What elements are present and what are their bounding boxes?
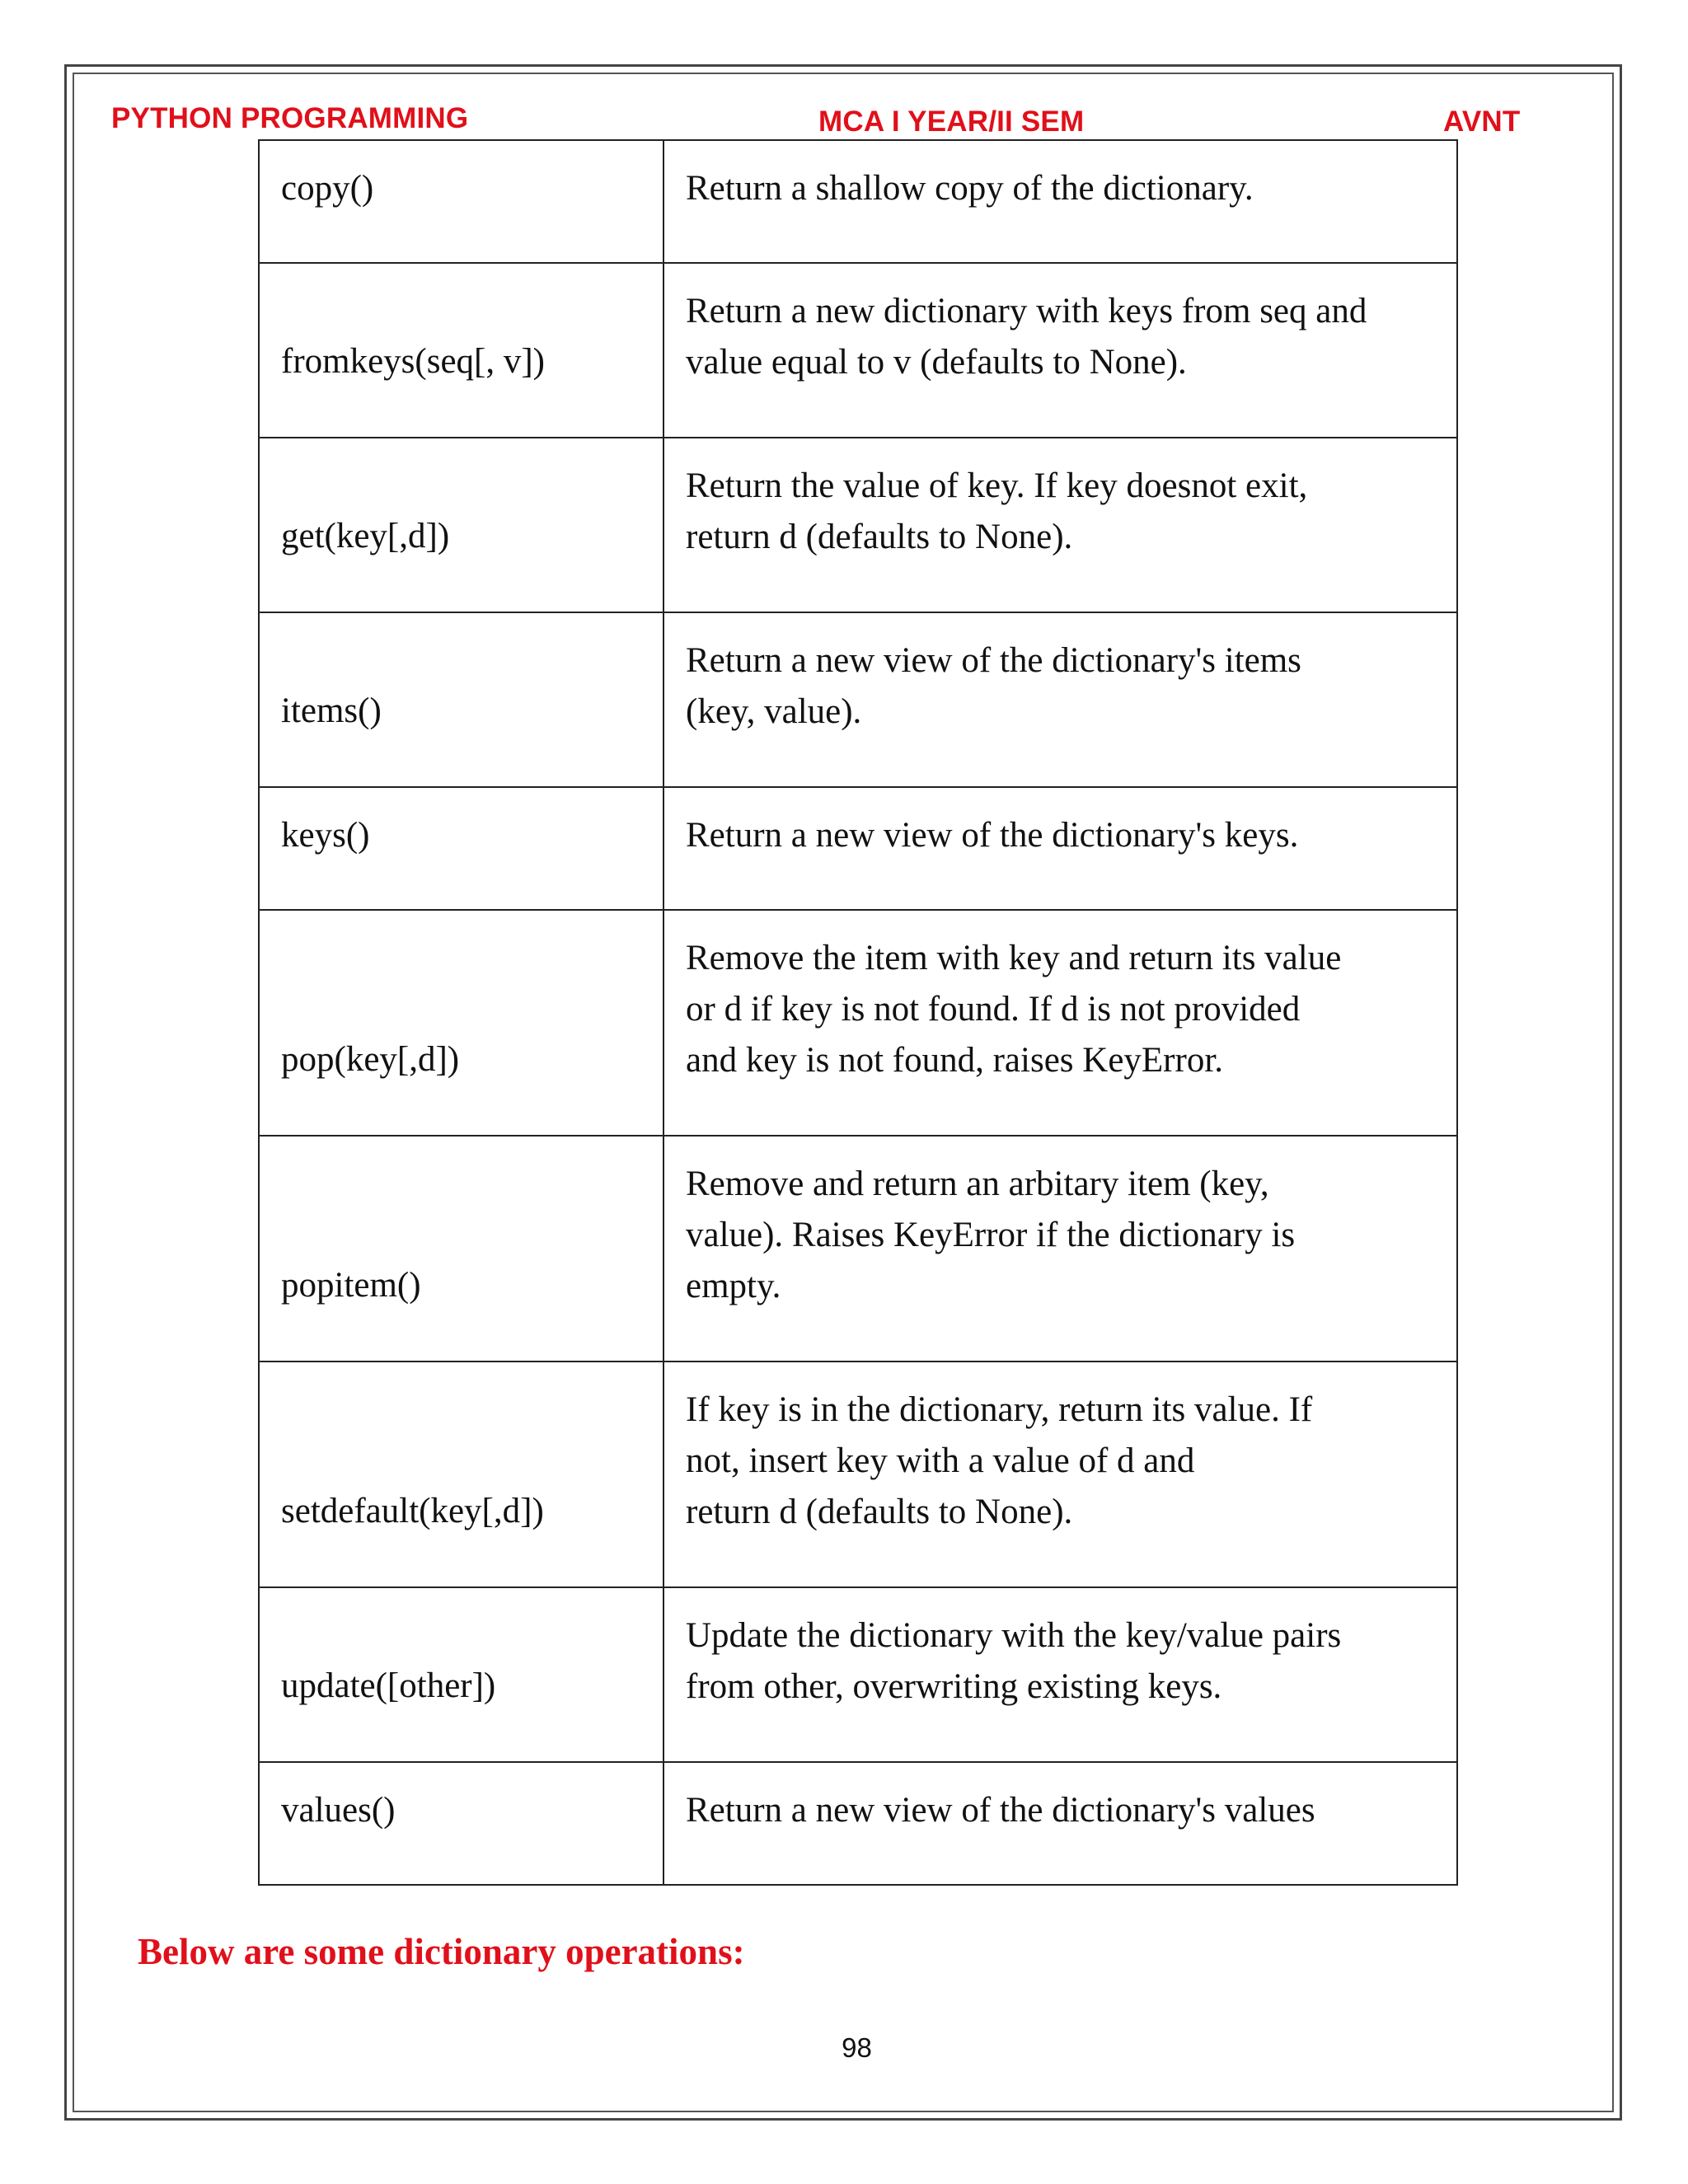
method-description-cell: [663, 910, 1457, 1136]
method-description-cell: [663, 1762, 1457, 1885]
method-description-cell: [663, 612, 1457, 787]
method-name-cell: values(): [259, 1762, 663, 1885]
method-name-cell: keys(): [259, 787, 663, 910]
description-line: and key is not found, raises KeyError.: [686, 1041, 1224, 1080]
description-line: Return a shallow copy of the dictionary.: [686, 169, 1254, 208]
description-line: Return a new view of the dictionary's keys.: [686, 816, 1299, 855]
description-line: value). Raises KeyError if the dictionary is: [686, 1216, 1296, 1254]
header-course-title: PYTHON PROGRAMMING: [111, 102, 469, 134]
dictionary-methods-table: [258, 139, 1458, 1886]
table-row: [259, 263, 1457, 438]
table-row: [259, 1762, 1457, 1885]
description-line: Return the value of key. If key doesnot exit,: [686, 466, 1308, 505]
description-line: Remove and return an arbitary item (key,: [686, 1165, 1269, 1203]
table-row: [259, 438, 1457, 612]
description-line: (key, value).: [686, 692, 862, 731]
description-line: return d (defaults to None).: [686, 1493, 1073, 1531]
method-description-cell: [663, 140, 1457, 263]
table-row: [259, 140, 1457, 263]
description-line: Return a new dictionary with keys from seq and: [686, 292, 1367, 330]
description-line: value equal to v (defaults to None).: [686, 343, 1187, 382]
table-row: [259, 612, 1457, 787]
method-name-cell: copy(): [259, 140, 663, 263]
description-line: Remove the item with key and return its value: [686, 939, 1342, 977]
method-description-cell: [663, 787, 1457, 910]
method-description-cell: [663, 1587, 1457, 1762]
description-line: If key is in the dictionary, return its value. If: [686, 1390, 1313, 1429]
method-name-cell: popitem(): [259, 1136, 663, 1361]
header-year-semester: MCA I YEAR/II SEM: [818, 105, 1085, 138]
header-institution: AVNT: [1443, 105, 1521, 138]
description-line: or d if key is not found. If d is not provided: [686, 990, 1301, 1029]
method-name-cell: get(key[,d]): [259, 438, 663, 612]
section-heading: Below are some dictionary operations:: [138, 1931, 745, 1972]
method-description-cell: [663, 1136, 1457, 1361]
description-line: return d (defaults to None).: [686, 518, 1073, 556]
method-description-cell: [663, 438, 1457, 612]
table-row: [259, 1587, 1457, 1762]
description-line: not, insert key with a value of d and: [686, 1441, 1195, 1480]
description-line: empty.: [686, 1267, 781, 1305]
method-description-cell: [663, 1361, 1457, 1587]
table-row: [259, 787, 1457, 910]
description-line: Return a new view of the dictionary's items: [686, 641, 1301, 680]
method-name-cell: pop(key[,d]): [259, 910, 663, 1136]
table-row: [259, 910, 1457, 1136]
page-number: 98: [842, 2032, 872, 2063]
description-line: Update the dictionary with the key/value pairs: [686, 1616, 1342, 1655]
method-description-cell: [663, 263, 1457, 438]
method-name-cell: fromkeys(seq[, v]): [259, 263, 663, 438]
table-row: [259, 1136, 1457, 1361]
method-name-cell: update([other]): [259, 1587, 663, 1762]
description-line: from other, overwriting existing keys.: [686, 1667, 1222, 1706]
description-line: Return a new view of the dictionary's values: [686, 1791, 1315, 1830]
method-name-cell: items(): [259, 612, 663, 787]
table-row: [259, 1361, 1457, 1587]
method-name-cell: setdefault(key[,d]): [259, 1361, 663, 1587]
